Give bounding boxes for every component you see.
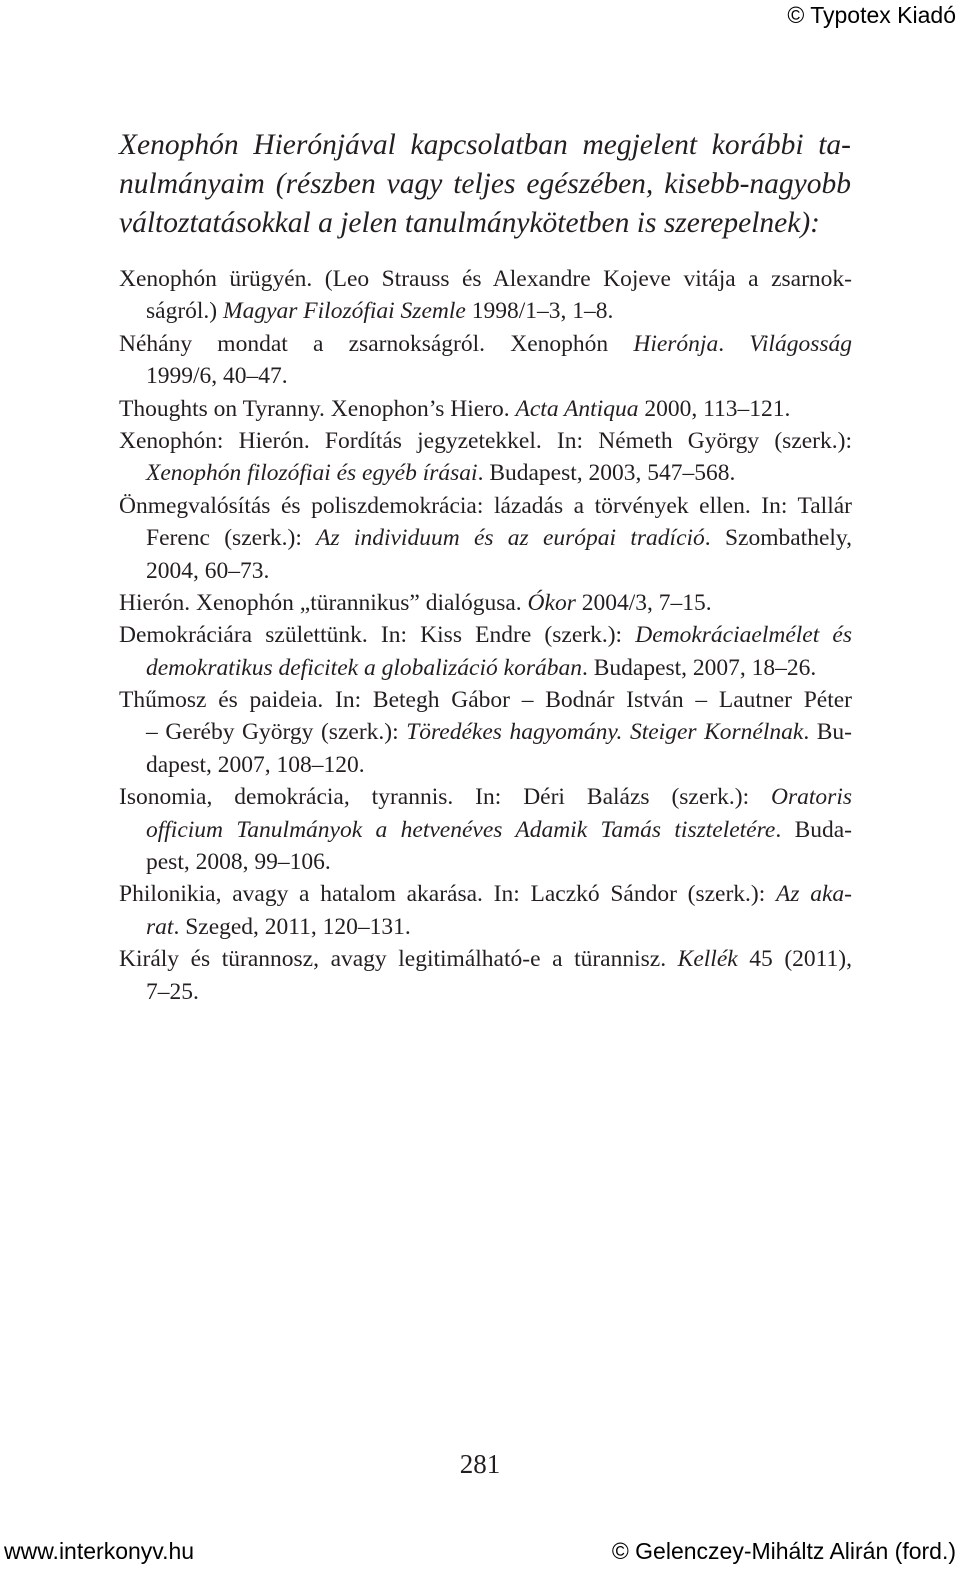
bibliography-entry — [119, 425, 852, 490]
entry-text: . Bu- — [803, 719, 852, 746]
intro-line: Xenophón Hierónjával kapcsolatban megjelent korábbi ta- — [119, 129, 851, 161]
entry-title-text: Ókor — [527, 589, 576, 616]
bibliography-entry — [119, 878, 852, 943]
entry-line — [119, 814, 852, 846]
bibliography-entry — [119, 328, 852, 393]
entry-title-text: Az individuum és az európai tradíció — [316, 525, 705, 552]
entry-line — [119, 328, 852, 360]
entry-text: . — [718, 330, 750, 357]
entry-text: Ferenc (szerk.): — [146, 525, 317, 552]
entry-text: 45 (2011), — [737, 946, 852, 973]
entry-line — [119, 652, 852, 684]
intro-paragraph — [119, 126, 851, 243]
entry-title-text: Oratoris — [771, 784, 852, 811]
publisher-copyright: © Typotex Kiadó — [787, 2, 956, 28]
entry-text: 7‒25. — [146, 978, 199, 1005]
bibliography-entry — [119, 263, 852, 328]
entry-line — [119, 684, 852, 716]
entry-text: Demokráciára születtünk. In: Kiss Endre (szerk.): — [119, 622, 636, 649]
entry-title-text: Magyar Filozófiai Szemle — [223, 298, 466, 325]
entry-title-text: Xenophón filozófiai és egyéb írásai — [146, 460, 478, 487]
entry-text: . Szombathely, — [704, 525, 852, 552]
bibliography-entry — [119, 490, 852, 587]
entry-text: dapest, 2007, 108‒120. — [146, 751, 365, 778]
entry-text: Thoughts on Tyranny. Xenophon’s Hiero. — [119, 395, 516, 422]
bibliography-list — [119, 263, 852, 1008]
entry-text: 2004, 60‒73. — [146, 557, 270, 584]
bibliography-entry — [119, 781, 852, 878]
entry-line — [119, 522, 852, 554]
entry-text: 1999/6, 40‒47. — [146, 363, 288, 390]
entry-line — [119, 555, 852, 587]
bibliography-entry — [119, 393, 852, 425]
intro-line: változtatásokkal a jelen tanulmánykötetben is szerepelnek): — [119, 207, 820, 239]
intro-line: nulmányaim (részben vagy teljes egészében, kisebb-nagyobb — [119, 168, 851, 200]
bibliography-entry — [119, 684, 852, 781]
page-number: 281 — [459, 1449, 501, 1479]
entry-line — [119, 490, 852, 522]
entry-line — [119, 619, 852, 651]
entry-text: . Budapest, 2003, 547‒568. — [477, 460, 736, 487]
entry-text: Xenophón: Hierón. Fordítás jegyzetekkel. In: Németh György (szerk.): — [119, 427, 852, 454]
entry-line — [119, 878, 852, 910]
entry-text: 2000, 113‒121. — [638, 395, 791, 422]
entry-title-text: Kellék — [677, 946, 738, 973]
bibliography-entry — [119, 587, 852, 619]
entry-text: 1998/1‒3, 1‒8. — [465, 298, 614, 325]
entry-line — [119, 587, 852, 619]
entry-text: Hierón. Xenophón „türannikus” dialógusa. — [119, 589, 528, 616]
entry-title-text: rat — [146, 913, 174, 940]
entry-text: Isonomia, demokrácia, tyrannis. In: Déri Balázs (szerk.): — [119, 784, 772, 811]
entry-line — [119, 781, 852, 813]
entry-line — [119, 457, 852, 489]
entry-text: Philonikia, avagy a hatalom akarása. In: Laczkó Sándor (szerk.): — [119, 881, 777, 908]
entry-title-text: demokratikus deficitek a globalizáció korában — [146, 654, 582, 681]
entry-line — [119, 360, 852, 392]
bibliography-entry — [119, 943, 852, 1008]
entry-text: Király és türannosz, avagy legitimálható-e a türannisz. — [119, 946, 678, 973]
entry-line — [119, 716, 852, 748]
entry-text: pest, 2008, 99‒106. — [146, 849, 331, 876]
entry-title-text: Acta Antiqua — [515, 395, 639, 422]
entry-line — [119, 846, 852, 878]
entry-text: Néhány mondat a zsarnokságról. Xenophón — [119, 330, 634, 357]
entry-title-text: Demokráciaelmélet és — [635, 622, 852, 649]
entry-line — [119, 976, 852, 1008]
entry-text: Thűmosz és paideia. In: Betegh Gábor ‒ Bodnár István ‒ Lautner Péter — [119, 687, 852, 714]
entry-title-text: Az aka- — [776, 881, 852, 908]
entry-text: . Budapest, 2007, 18‒26. — [581, 654, 817, 681]
entry-title-text: Világosság — [749, 330, 852, 357]
entry-line — [119, 749, 852, 781]
entry-title-text: officium Tanulmányok a hetvenéves Adamik Tamás tiszteletére — [146, 816, 776, 843]
entry-text: . Szeged, 2011, 120‒131. — [173, 913, 411, 940]
entry-text: Önmegvalósítás és poliszdemokrácia: lázadás a törvények ellen. In: Tallár — [119, 492, 852, 519]
footer-translator-credit: © Gelenczey-Miháltz Alirán (ford.) — [611, 1538, 956, 1564]
entry-text: . Buda- — [775, 816, 852, 843]
entry-text: 2004/3, 7‒15. — [575, 589, 712, 616]
footer-site-link[interactable]: www.interkonyv.hu — [4, 1538, 195, 1564]
entry-text: ságról.) — [146, 298, 224, 325]
entry-line — [119, 295, 852, 327]
entry-line — [119, 393, 852, 425]
entry-text: ‒ Geréby György (szerk.): — [146, 719, 407, 746]
entry-title-text: Hierónja — [633, 330, 719, 357]
entry-line — [119, 911, 852, 943]
entry-title-text: Töredékes hagyomány. Steiger Kornélnak — [406, 719, 804, 746]
bibliography-entry — [119, 619, 852, 684]
entry-line — [119, 263, 852, 295]
entry-line — [119, 425, 852, 457]
entry-line — [119, 943, 852, 975]
entry-text: Xenophón ürügyén. (Leo Strauss és Alexandre Kojeve vitája a zsarnok- — [119, 266, 852, 292]
